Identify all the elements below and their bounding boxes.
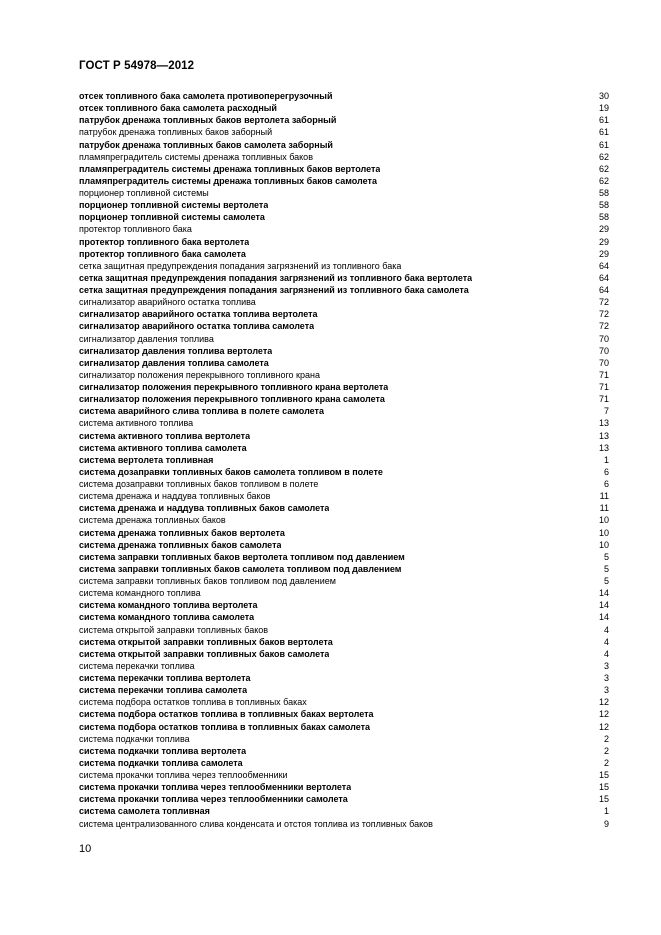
- index-entry: [79, 357, 609, 369]
- index-entry: [79, 369, 609, 381]
- index-entry: [79, 272, 609, 284]
- index-entry: [79, 757, 609, 769]
- index-entry: [79, 430, 609, 442]
- index-entry: [79, 733, 609, 745]
- index-term: отсек топливного бака самолета противоперегрузочный: [79, 91, 333, 101]
- index-entry: [79, 502, 609, 514]
- index-entry: [79, 442, 609, 454]
- index-entry: [79, 296, 609, 308]
- document-header: ГОСТ Р 54978—2012: [79, 60, 195, 72]
- index-entry: [79, 308, 609, 320]
- index-term: протектор топливного бака вертолета: [79, 236, 250, 247]
- index-entry: [79, 139, 609, 151]
- index-page-ref: 10: [598, 515, 609, 526]
- index-entry: [79, 199, 609, 211]
- index-term: порционер топливной системы самолета: [79, 212, 265, 223]
- index-page-ref: 70: [598, 345, 609, 356]
- index-page-ref: 64: [598, 285, 609, 295]
- index-entry: [79, 696, 609, 708]
- index-term: система дренажа топливных баков вертолета: [79, 527, 285, 538]
- index-page-ref: 4: [603, 648, 609, 659]
- index-term: система подкачки топлива самолета: [79, 757, 243, 768]
- index-entry: [79, 333, 609, 345]
- index-term: сигнализатор положения перекрывного топливного крана: [79, 369, 320, 380]
- index-term: система перекачки топлива самолета: [79, 685, 248, 696]
- index-term: пламяпреградитель системы дренажа топливных баков вертолета: [79, 163, 381, 174]
- index-page-ref: 71: [598, 382, 609, 392]
- index-page-ref: 19: [598, 103, 609, 114]
- index-term: система открытой заправки топливных баков: [79, 624, 269, 635]
- index-entry: [79, 236, 609, 248]
- index-entry: [79, 223, 609, 235]
- index-entry: [79, 466, 609, 478]
- index-page-ref: 2: [603, 745, 609, 756]
- index-entry: [79, 211, 609, 223]
- index-page-ref: 5: [603, 563, 609, 574]
- index-entry: [79, 345, 609, 357]
- index-page-ref: 1: [603, 806, 609, 817]
- index-entry: [79, 721, 609, 733]
- index-term: система активного топлива: [79, 418, 194, 429]
- index-page-ref: 70: [598, 357, 609, 368]
- index-page-ref: 14: [598, 588, 609, 599]
- term-index-list: [79, 90, 609, 830]
- index-term: система заправки топливных баков самолета топливом под давлением: [79, 563, 402, 574]
- index-entry: [79, 611, 609, 623]
- index-term: система вертолета топливная: [79, 454, 214, 465]
- index-entry: [79, 636, 609, 648]
- index-entry: [79, 260, 609, 272]
- index-page-ref: 5: [603, 551, 609, 562]
- index-entry: [79, 175, 609, 187]
- index-entry: [79, 684, 609, 696]
- index-page-ref: 58: [598, 212, 609, 223]
- index-page-ref: 3: [603, 685, 609, 696]
- index-entry: [79, 599, 609, 611]
- index-page-ref: 13: [598, 430, 609, 441]
- index-page-ref: 29: [598, 224, 609, 235]
- index-page-ref: 71: [598, 394, 609, 405]
- index-term: сигнализатор аварийного остатка топлива: [79, 297, 256, 308]
- index-page-ref: 29: [598, 248, 609, 259]
- index-page-ref: 72: [598, 321, 609, 332]
- index-page-ref: 15: [598, 770, 609, 780]
- index-term: пламяпреградитель системы дренажа топливных баков: [79, 151, 313, 162]
- index-term: сигнализатор аварийного остатка топлива самолета: [79, 321, 315, 332]
- index-term: сетка защитная предупреждения попадания загрязнений из топливного бака самолета: [79, 285, 469, 295]
- index-term: система дренажа и наддува топливных баков самолета: [79, 503, 330, 514]
- index-term: сетка защитная предупреждения попадания загрязнений из топливного бака: [79, 260, 402, 271]
- index-term: сигнализатор положения перекрывного топливного крана самолета: [79, 394, 385, 405]
- index-entry: [79, 248, 609, 260]
- index-term: протектор топливного бака самолета: [79, 248, 246, 259]
- index-entry: [79, 102, 609, 114]
- index-page-ref: 58: [598, 188, 609, 198]
- index-term: система заправки топливных баков топливом под давлением: [79, 576, 336, 586]
- index-page-ref: 3: [603, 660, 609, 671]
- index-entry: [79, 151, 609, 163]
- index-term: система заправки топливных баков вертолета топливом под давлением: [79, 551, 405, 562]
- index-term: система прокачки топлива через теплообменники вертолета: [79, 782, 352, 793]
- page-number: 10: [79, 843, 92, 855]
- index-entry: [79, 769, 609, 781]
- index-term: система подбора остатков топлива в топливных баках вертолета: [79, 709, 374, 720]
- index-entry: [79, 539, 609, 551]
- index-entry: [79, 284, 609, 296]
- index-entry: [79, 575, 609, 587]
- index-term: протектор топливного бака: [79, 224, 192, 235]
- index-term: сигнализатор положения перекрывного топливного крана вертолета: [79, 382, 389, 392]
- index-entry: [79, 563, 609, 575]
- index-term: система дозаправки топливных баков самолета топливом в полете: [79, 466, 383, 477]
- index-term: патрубок дренажа топливных баков заборный: [79, 127, 273, 138]
- index-entry: [79, 805, 609, 817]
- index-page-ref: 6: [603, 466, 609, 477]
- index-page-ref: 62: [598, 163, 609, 174]
- index-entry: [79, 187, 609, 199]
- index-page-ref: 30: [598, 91, 609, 101]
- index-entry: [79, 114, 609, 126]
- index-term: система дренажа и наддува топливных баков: [79, 491, 271, 502]
- index-term: сигнализатор давления топлива самолета: [79, 357, 269, 368]
- index-page-ref: 14: [598, 600, 609, 611]
- index-page-ref: 62: [598, 151, 609, 162]
- index-entry: [79, 660, 609, 672]
- index-page-ref: 13: [598, 418, 609, 429]
- index-page-ref: 7: [603, 406, 609, 417]
- index-entry: [79, 818, 609, 830]
- index-page-ref: 62: [598, 175, 609, 186]
- index-term: система активного топлива самолета: [79, 442, 247, 453]
- index-page-ref: 1: [603, 454, 609, 465]
- index-entry: [79, 320, 609, 332]
- index-page-ref: 5: [603, 576, 609, 586]
- index-page-ref: 4: [603, 636, 609, 647]
- index-term: система открытой заправки топливных баков вертолета: [79, 636, 333, 647]
- index-term: отсек топливного бака самолета расходный: [79, 103, 277, 114]
- index-page-ref: 61: [598, 127, 609, 138]
- index-term: система перекачки топлива: [79, 660, 195, 671]
- index-entry: [79, 708, 609, 720]
- index-term: порционер топливной системы: [79, 188, 209, 198]
- index-term: система открытой заправки топливных баков самолета: [79, 648, 330, 659]
- index-page-ref: 11: [599, 503, 609, 514]
- index-page-ref: 3: [603, 673, 609, 683]
- index-term: система дренажа топливных баков: [79, 515, 226, 526]
- index-page-ref: 72: [598, 297, 609, 308]
- index-page-ref: 13: [598, 442, 609, 453]
- index-page-ref: 12: [598, 697, 609, 708]
- index-entry: [79, 745, 609, 757]
- index-entry: [79, 793, 609, 805]
- index-term: система дозаправки топливных баков топливом в полете: [79, 479, 319, 489]
- index-page-ref: 10: [598, 527, 609, 538]
- index-term: система подкачки топлива вертолета: [79, 745, 247, 756]
- index-term: система подбора остатков топлива в топливных баках самолета: [79, 721, 371, 732]
- index-page-ref: 15: [598, 782, 609, 793]
- index-entry: [79, 624, 609, 636]
- index-term: система прокачки топлива через теплообменники самолета: [79, 794, 348, 805]
- index-term: патрубок дренажа топливных баков самолета заборный: [79, 139, 333, 150]
- index-entry: [79, 393, 609, 405]
- index-term: система активного топлива вертолета: [79, 430, 251, 441]
- index-term: система командного топлива самолета: [79, 612, 255, 623]
- index-page-ref: 12: [598, 721, 609, 732]
- index-term: система командного топлива: [79, 588, 201, 599]
- index-page-ref: 64: [598, 272, 609, 283]
- index-term: сетка защитная предупреждения попадания загрязнений из топливного бака вертолета: [79, 272, 473, 283]
- index-term: сигнализатор давления топлива: [79, 333, 214, 344]
- index-term: сигнализатор давления топлива вертолета: [79, 345, 273, 356]
- index-entry: [79, 454, 609, 466]
- index-page-ref: 10: [598, 539, 609, 550]
- index-entry: [79, 672, 609, 684]
- index-entry: [79, 163, 609, 175]
- index-term: система подбора остатков топлива в топливных баках: [79, 697, 307, 708]
- index-term: система самолета топливная: [79, 806, 210, 817]
- index-term: порционер топливной системы вертолета: [79, 200, 269, 211]
- index-entry: [79, 381, 609, 393]
- index-entry: [79, 90, 609, 102]
- index-page-ref: 4: [603, 624, 609, 635]
- index-entry: [79, 417, 609, 429]
- index-page-ref: 11: [599, 491, 609, 502]
- index-page-ref: 71: [598, 369, 609, 380]
- index-entry: [79, 490, 609, 502]
- index-page-ref: 61: [598, 115, 609, 126]
- index-page-ref: 58: [598, 200, 609, 211]
- index-page-ref: 2: [603, 733, 609, 744]
- index-page-ref: 12: [598, 709, 609, 720]
- index-page-ref: 15: [598, 794, 609, 805]
- index-term: система подкачки топлива: [79, 733, 190, 744]
- index-page-ref: 70: [598, 333, 609, 344]
- index-term: система командного топлива вертолета: [79, 600, 258, 611]
- index-term: патрубок дренажа топливных баков вертолета заборный: [79, 115, 337, 126]
- index-page-ref: 61: [598, 139, 609, 150]
- index-term: пламяпреградитель системы дренажа топливных баков самолета: [79, 175, 377, 186]
- index-term: сигнализатор аварийного остатка топлива вертолета: [79, 309, 318, 320]
- index-entry: [79, 527, 609, 539]
- index-term: система аварийного слива топлива в полете самолета: [79, 406, 324, 417]
- index-term: система перекачки топлива вертолета: [79, 673, 251, 683]
- index-entry: [79, 648, 609, 660]
- index-page-ref: 29: [598, 236, 609, 247]
- index-entry: [79, 514, 609, 526]
- index-term: система дренажа топливных баков самолета: [79, 539, 282, 550]
- index-entry: [79, 126, 609, 138]
- index-page-ref: 9: [603, 818, 609, 829]
- index-entry: [79, 781, 609, 793]
- index-entry: [79, 405, 609, 417]
- index-page-ref: 72: [598, 309, 609, 320]
- index-page-ref: 2: [603, 757, 609, 768]
- index-page-ref: 64: [598, 260, 609, 271]
- index-page-ref: 6: [603, 479, 609, 489]
- index-entry: [79, 478, 609, 490]
- index-page-ref: 14: [598, 612, 609, 623]
- index-entry: [79, 587, 609, 599]
- index-entry: [79, 551, 609, 563]
- index-term: система централизованного слива конденсата и отстоя топлива из топливных баков: [79, 818, 433, 829]
- index-term: система прокачки топлива через теплообменники: [79, 770, 288, 780]
